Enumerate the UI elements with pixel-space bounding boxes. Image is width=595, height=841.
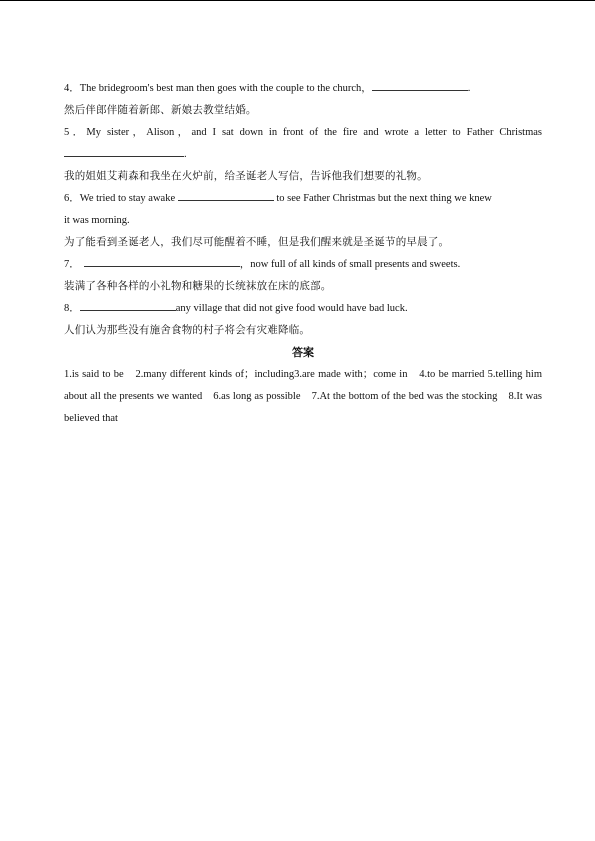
question-4-text: The bridegroom's best man then goes with the couple to the church， <box>79 83 372 94</box>
question-8-number: 8． <box>64 303 80 314</box>
question-5-number: 5． <box>64 127 87 138</box>
question-7-text-after: ，now full of all kinds of small presents and sweets. <box>239 259 461 270</box>
question-7-translation: 装满了各种各样的小礼物和糖果的长统袜放在床的底部。 <box>64 281 332 292</box>
question-4-number: 4． <box>64 83 80 94</box>
answer-blank-6[interactable] <box>178 190 274 201</box>
answer-blank-8[interactable] <box>80 300 176 311</box>
question-8-translation: 人们认为那些没有施舍食物的村子将会有灾难降临。 <box>64 325 311 336</box>
question-6-continuation: it was morning. <box>64 215 130 226</box>
question-5 <box>64 122 542 144</box>
answer-blank-4[interactable] <box>372 80 468 91</box>
question-6-text-before: We tried to stay awake <box>79 193 176 204</box>
question-8 <box>64 298 542 320</box>
question-4-translation: 然后伴郎伴随着新郎、新娘去教堂结婚。 <box>64 105 257 116</box>
document-body <box>64 78 542 430</box>
question-7-number: 7． <box>64 259 80 270</box>
top-rule <box>0 0 595 1</box>
question-7 <box>64 254 542 276</box>
question-5-end: . <box>184 149 187 160</box>
answer-blank-7[interactable] <box>84 256 240 267</box>
question-5-text: My sister，Alison，and I sat down in front of the fire and wrote a letter to Father Christmas <box>86 127 543 138</box>
question-6-translation: 为了能看到圣诞老人，我们尽可能醒着不睡，但是我们醒来就是圣诞节的早晨了。 <box>64 237 450 248</box>
question-6 <box>64 188 542 210</box>
question-4 <box>64 78 542 100</box>
question-5-continuation <box>64 144 542 166</box>
question-4-end: . <box>467 83 471 94</box>
answers-text: 1.is said to be 2.many different kinds of；including3.are made with；come in 4.to be married 5.telling him about all the presents we wanted 6.as long as possible 7.At the bottom of the bed was the stocking 8.It was believed that <box>64 369 542 424</box>
answers-heading: 答案 <box>292 347 314 359</box>
question-8-text-after: any village that did not give food would have bad luck. <box>175 303 408 314</box>
question-6-text-after: to see Father Christmas but the next thing we knew <box>276 193 492 204</box>
question-5-translation: 我的姐姐艾莉森和我坐在火炉前，给圣诞老人写信，告诉他我们想要的礼物。 <box>64 171 428 182</box>
answer-blank-5[interactable] <box>64 146 184 157</box>
question-6-number: 6． <box>64 193 80 204</box>
